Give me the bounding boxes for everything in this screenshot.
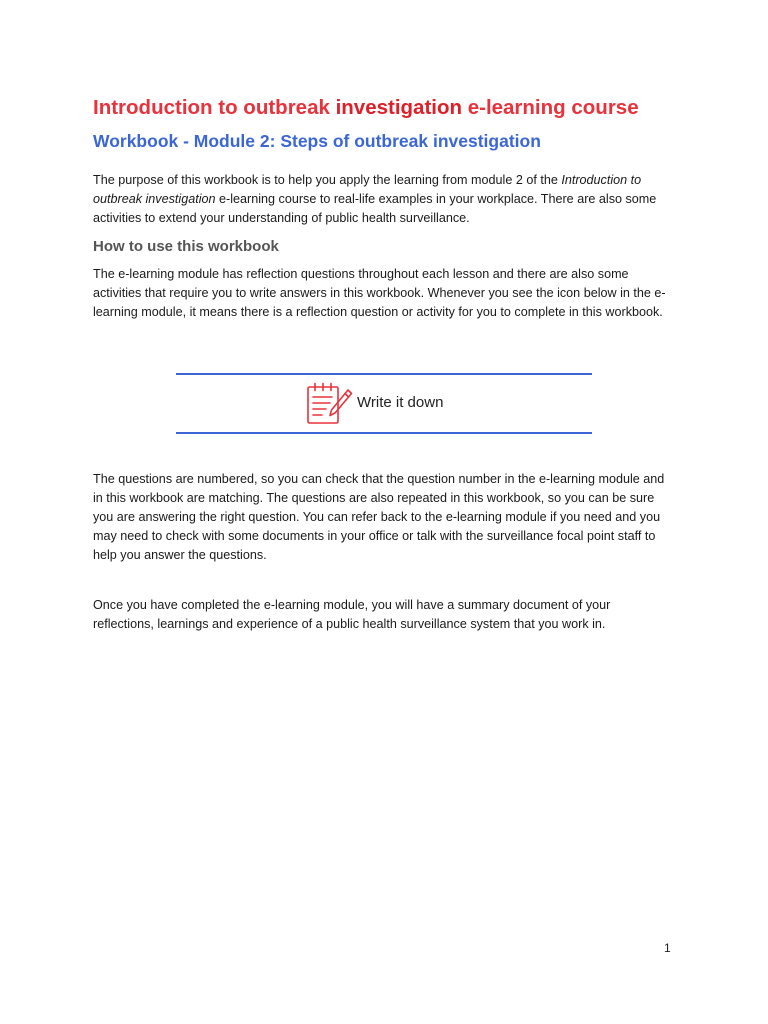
- intro-paragraph: [93, 171, 673, 228]
- document-body: [93, 92, 673, 322]
- how-to-heading: How to use this workbook: [93, 238, 279, 255]
- notepad-pencil-icon: [304, 381, 354, 427]
- title-part-2: investigation: [335, 96, 463, 119]
- title-part-3: e-learning course: [462, 96, 639, 119]
- summary-paragraph: Once you have completed the e-learning module, you will have a summary document of your reflections, learnings and experience of a public health surveillance system that you work in.: [93, 598, 611, 631]
- intro-text-before: The purpose of this workbook is to help you apply the learning from module 2 of the: [93, 173, 562, 187]
- write-it-down-callout: [176, 373, 592, 435]
- title-part-1: Introduction to outbreak: [93, 96, 336, 119]
- callout-top-rule: [176, 373, 592, 375]
- intro-text-after: e-learning course to real-life examples in your workplace. There are also some activities to extend your understanding of public health surveillance.: [93, 192, 657, 225]
- questions-paragraph: The questions are numbered, so you can check that the question number in the e-learning module and in this workbook are matching. The questions are also repeated in this workbook, so you can be sure you are answering the right question. You can refer back to the e-learning module if you need and you may need to check with some documents in your office or talk with the surveillance focal point staff to help you answer the questions.: [93, 472, 665, 562]
- callout-bottom-rule: [176, 432, 592, 434]
- how-to-paragraph: The e-learning module has reflection questions throughout each lesson and there are also some activities that require you to write answers in this workbook. Whenever you see the icon below in the e-learning module, it means there is a reflection question or activity for you to complete in this workbook.: [93, 267, 666, 319]
- document-subtitle: Workbook - Module 2: Steps of outbreak investigation: [93, 131, 541, 151]
- callout-label: Write it down: [357, 394, 444, 411]
- document-title: [93, 92, 673, 124]
- intro-text-italic: Introduction to outbreak investigation: [93, 173, 642, 206]
- page-number: 1: [664, 941, 671, 955]
